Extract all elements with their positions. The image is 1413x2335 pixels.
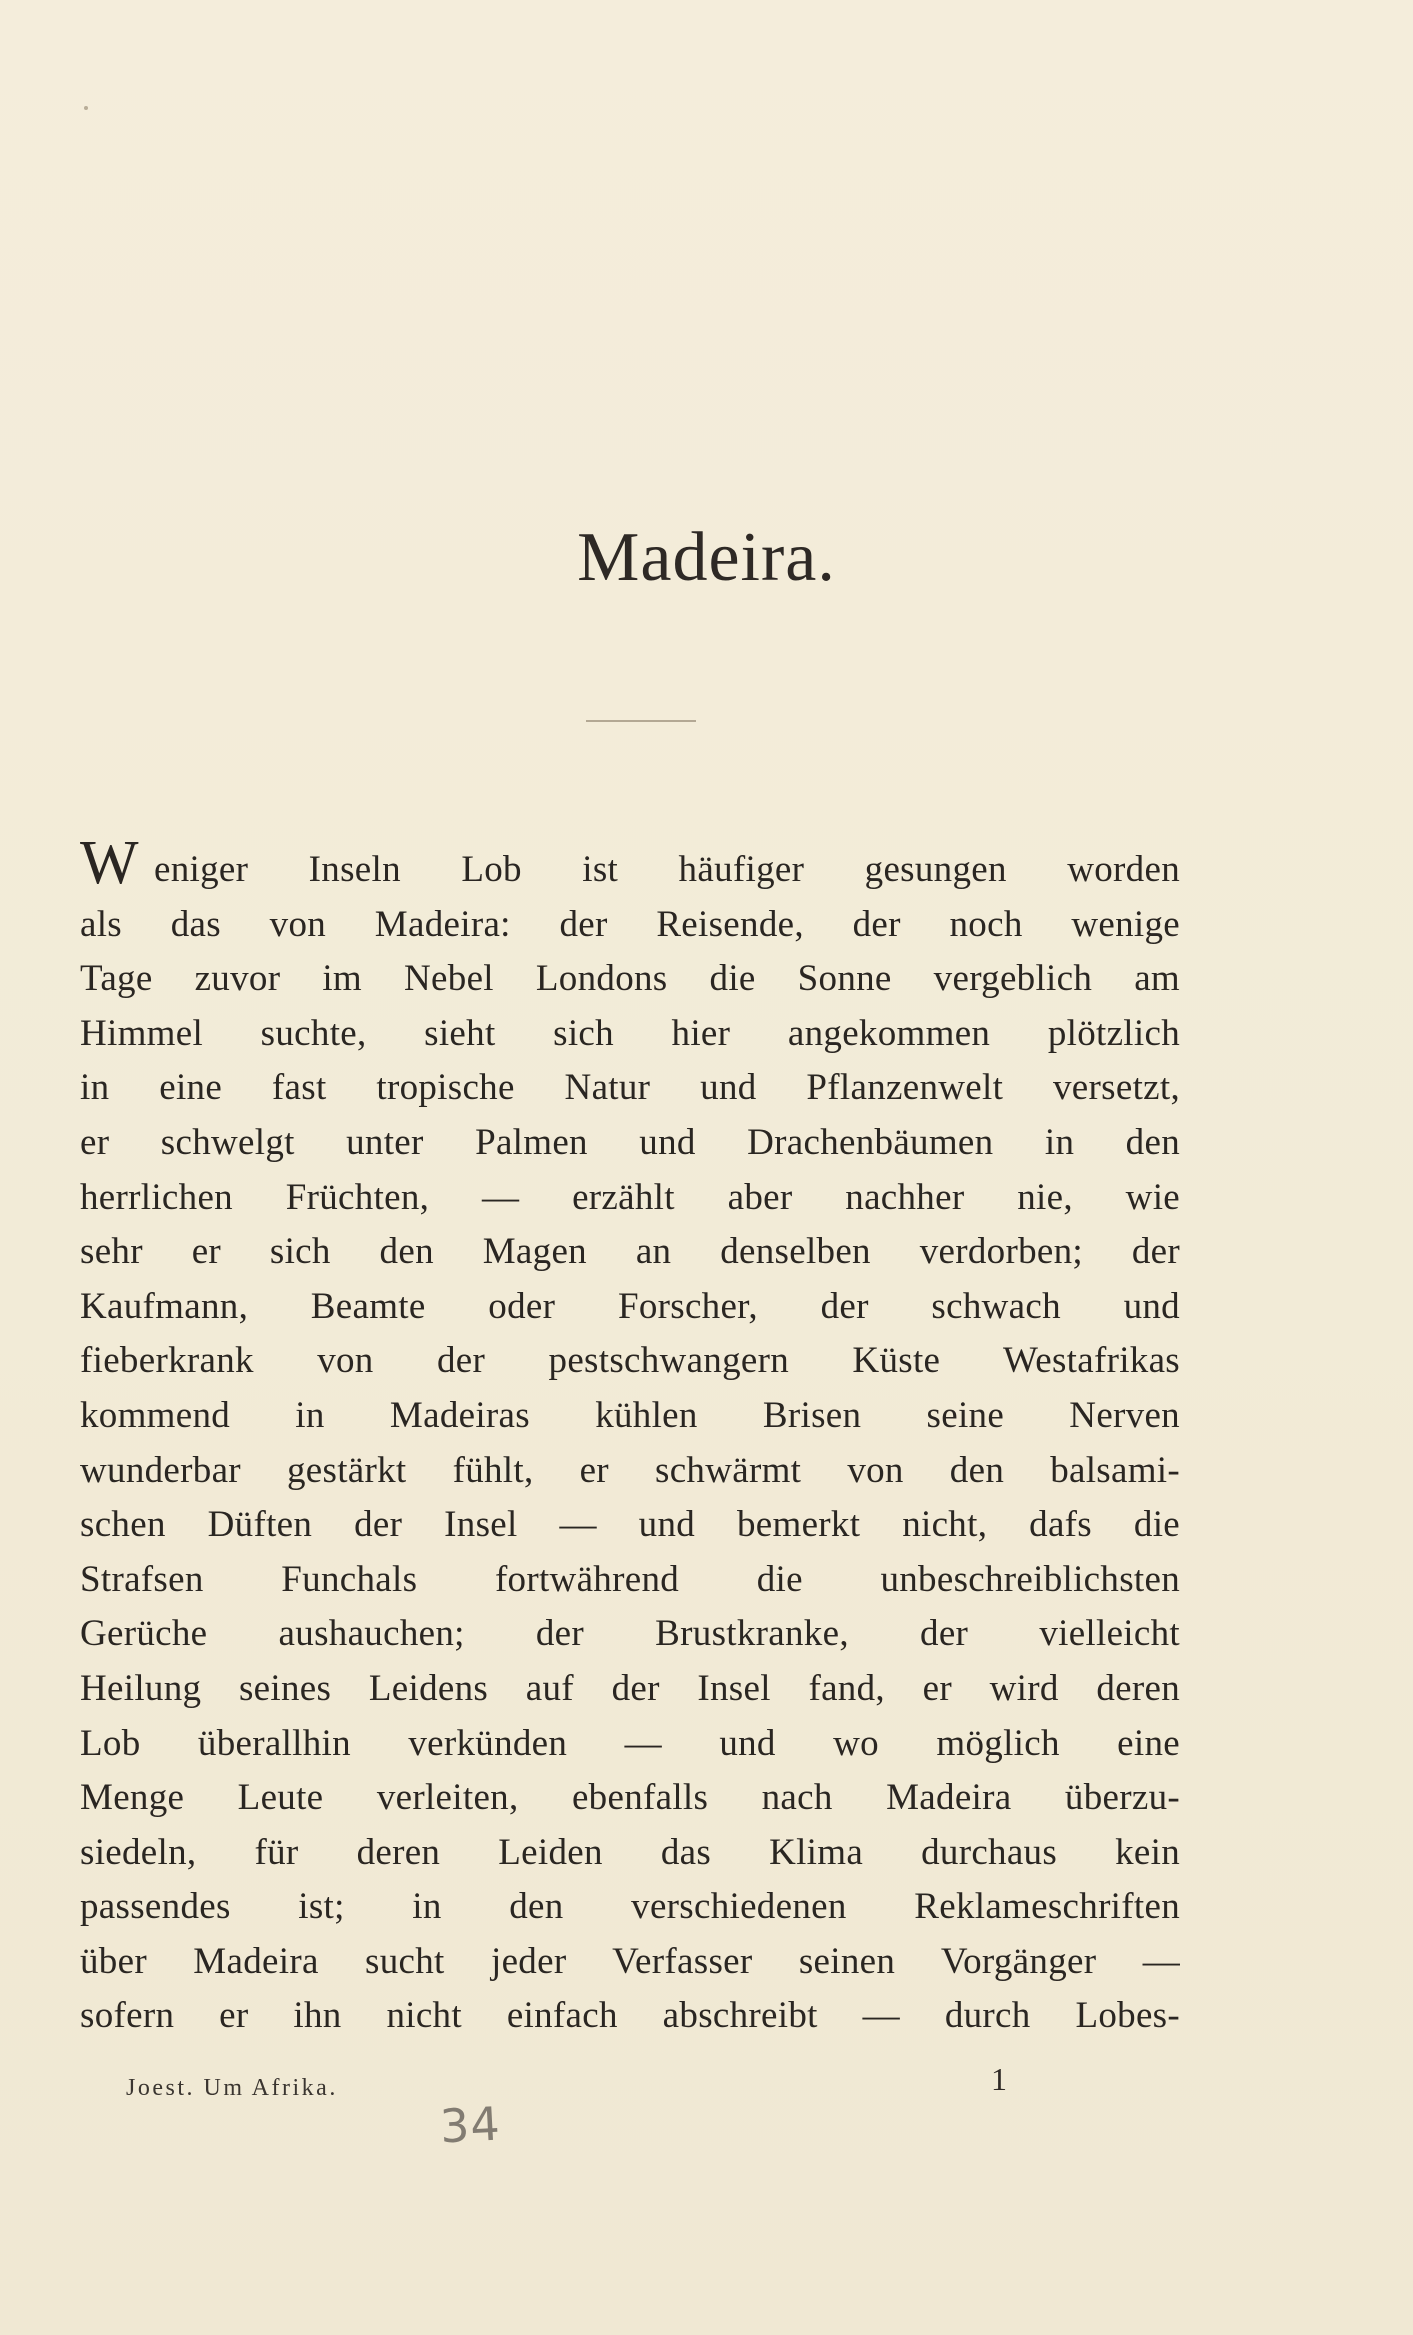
paper-speck bbox=[84, 106, 88, 110]
text-line: über Madeira sucht jeder Verfasser seinen Vorgänger — bbox=[80, 1940, 1180, 1982]
text-line: in eine fast tropische Natur und Pflanzenwelt versetzt, bbox=[80, 1067, 1180, 1109]
text-line: Tage zuvor im Nebel Londons die Sonne vergeblich am bbox=[80, 958, 1180, 1000]
text-line: siedeln, für deren Leiden das Klima durchaus kein bbox=[80, 1831, 1180, 1873]
text-line: schen Düften der Insel — und bemerkt nicht, dafs die bbox=[80, 1504, 1180, 1546]
first-line-text: eniger Inseln Lob ist häufiger gesungen worden bbox=[154, 849, 1180, 890]
text-line: herrlichen Früchten, — erzählt aber nachher nie, wie bbox=[80, 1176, 1180, 1218]
text-line: Gerüche aushauchen; der Brustkranke, der vielleicht bbox=[80, 1613, 1180, 1655]
text-line: sofern er ihn nicht einfach abschreibt — durch Lobes- bbox=[80, 1995, 1180, 2037]
text-line: sehr er sich den Magen an denselben verdorben; der bbox=[80, 1231, 1180, 1273]
text-line: Lob überallhin verkünden — und wo möglich eine bbox=[80, 1722, 1180, 1764]
chapter-title: Madeira. bbox=[577, 519, 836, 596]
signature-mark: 1 bbox=[991, 2061, 1007, 2097]
drop-cap: W bbox=[80, 829, 139, 897]
text-line: kommend in Madeiras kühlen Brisen seine Nerven bbox=[80, 1394, 1180, 1436]
body-text bbox=[80, 829, 1180, 2044]
text-line: wunderbar gestärkt fühlt, er schwärmt von den balsami- bbox=[80, 1449, 1180, 1491]
title-divider bbox=[586, 720, 696, 722]
text-line: er schwelgt unter Palmen und Drachenbäumen in den bbox=[80, 1121, 1180, 1163]
text-line: fieberkrank von der pestschwangern Küste Westafrikas bbox=[80, 1340, 1180, 1382]
text-line: passendes ist; in den verschiedenen Reklameschriften bbox=[80, 1886, 1180, 1928]
running-footer: Joest. Um Afrika. bbox=[126, 2075, 338, 2101]
text-line: Kaufmann, Beamte oder Forscher, der schwach und bbox=[80, 1285, 1180, 1327]
text-line: Heilung seines Leidens auf der Insel fand, er wird deren bbox=[80, 1667, 1180, 1709]
text-line: als das von Madeira: der Reisende, der noch wenige bbox=[80, 903, 1180, 945]
handwritten-page-number: 34 bbox=[438, 2096, 502, 2154]
text-line: Menge Leute verleiten, ebenfalls nach Madeira überzu- bbox=[80, 1777, 1180, 1819]
text-line-first bbox=[80, 829, 1180, 898]
text-line: Himmel suchte, sieht sich hier angekommen plötzlich bbox=[80, 1012, 1180, 1054]
text-line: Strafsen Funchals fortwährend die unbeschreiblichsten bbox=[80, 1558, 1180, 1600]
